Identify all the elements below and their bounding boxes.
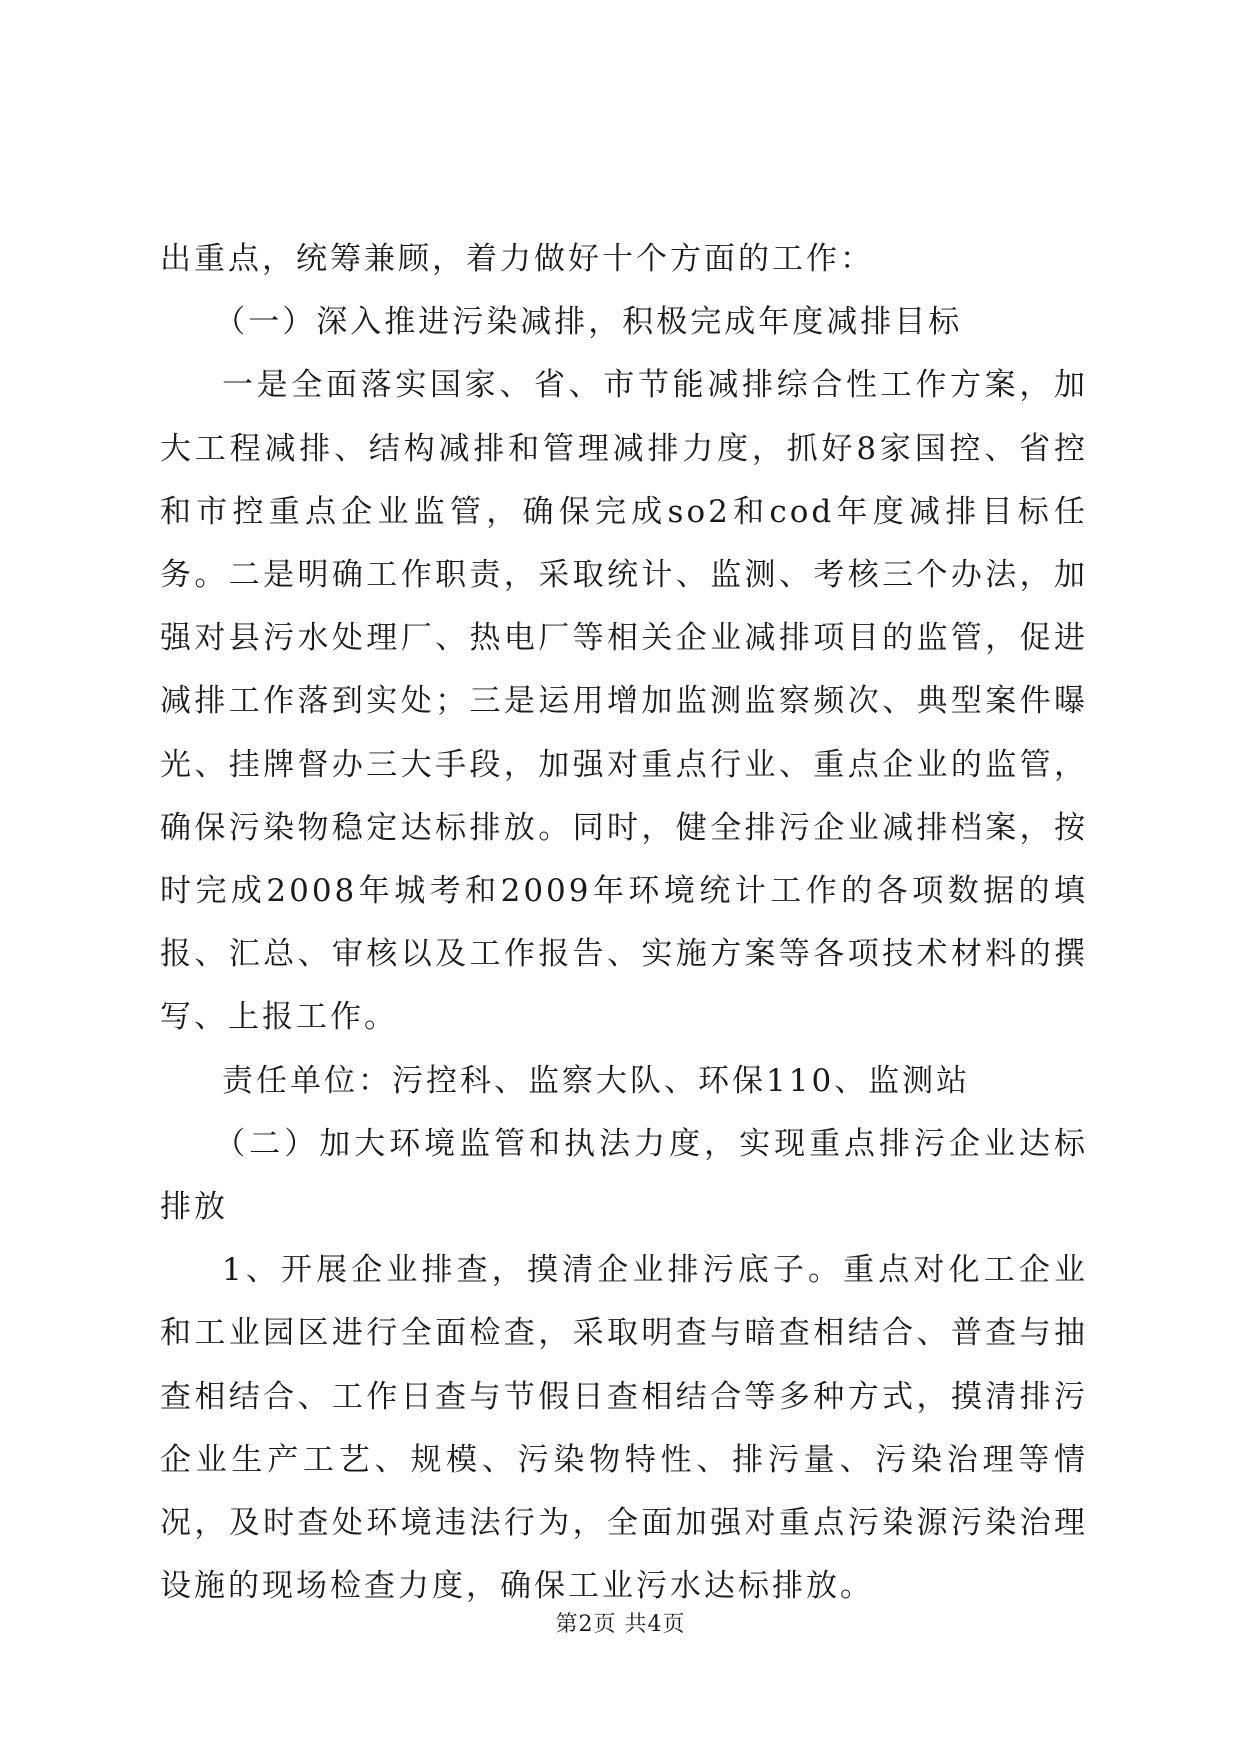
section-heading-1: （一）深入推进污染减排，积极完成年度减排目标 <box>214 304 963 341</box>
page-number: 第2页 共4页 <box>555 1612 686 1637</box>
paragraph-pollution-reduction: 一是全面落实国家、省、市节能减排综合性工作方案，加大工程减排、结构减排和管理减排力度，抓好8家国控、省控和市控重点企业监管，确保完成so2和cod年度减排目标任务。二是明确工作职责，采取统计、监测、考核三个办法，加强对县污水处理厂、热电厂等相关企业减排项目的监管，促进减排工作落到实处；三是运用增加监测监察频次、典型案件曝光、挂牌督办三大手段，加强对重点行业、重点企业的监管，确保污染物稳定达标排放。同时，健全排污企业减排档案，按时完成2008年城考和2009年环境统计工作的各项数据的填报、汇总、审核以及工作报告、实施方案等各项技术材料的撰写、上报工作。 <box>160 367 1088 1036</box>
page-footer <box>0 1610 1241 1640</box>
document-body <box>160 228 1088 1618</box>
responsible-units: 责任单位：污控科、监察大队、环保110、监测站 <box>222 1062 971 1099</box>
paragraph-enterprise-inspection: 1、开展企业排查，摸清企业排污底子。重点对化工企业和工业园区进行全面检查，采取明查与暗查相结合、普查与抽查相结合、工作日查与节假日查相结合等多种方式，摸清排污企业生产工艺、规模、污染物特性、排污量、污染治理等情况，及时查处环境违法行为，全面加强对重点污染源污染治理设施的现场检查力度，确保工业污水达标排放。 <box>160 1252 1088 1605</box>
section-heading-2: （二）加大环境监管和执法力度，实现重点排污企业达标排放 <box>160 1125 1088 1226</box>
paragraph-continuation: 出重点，统筹兼顾，着力做好十个方面的工作： <box>160 241 874 277</box>
